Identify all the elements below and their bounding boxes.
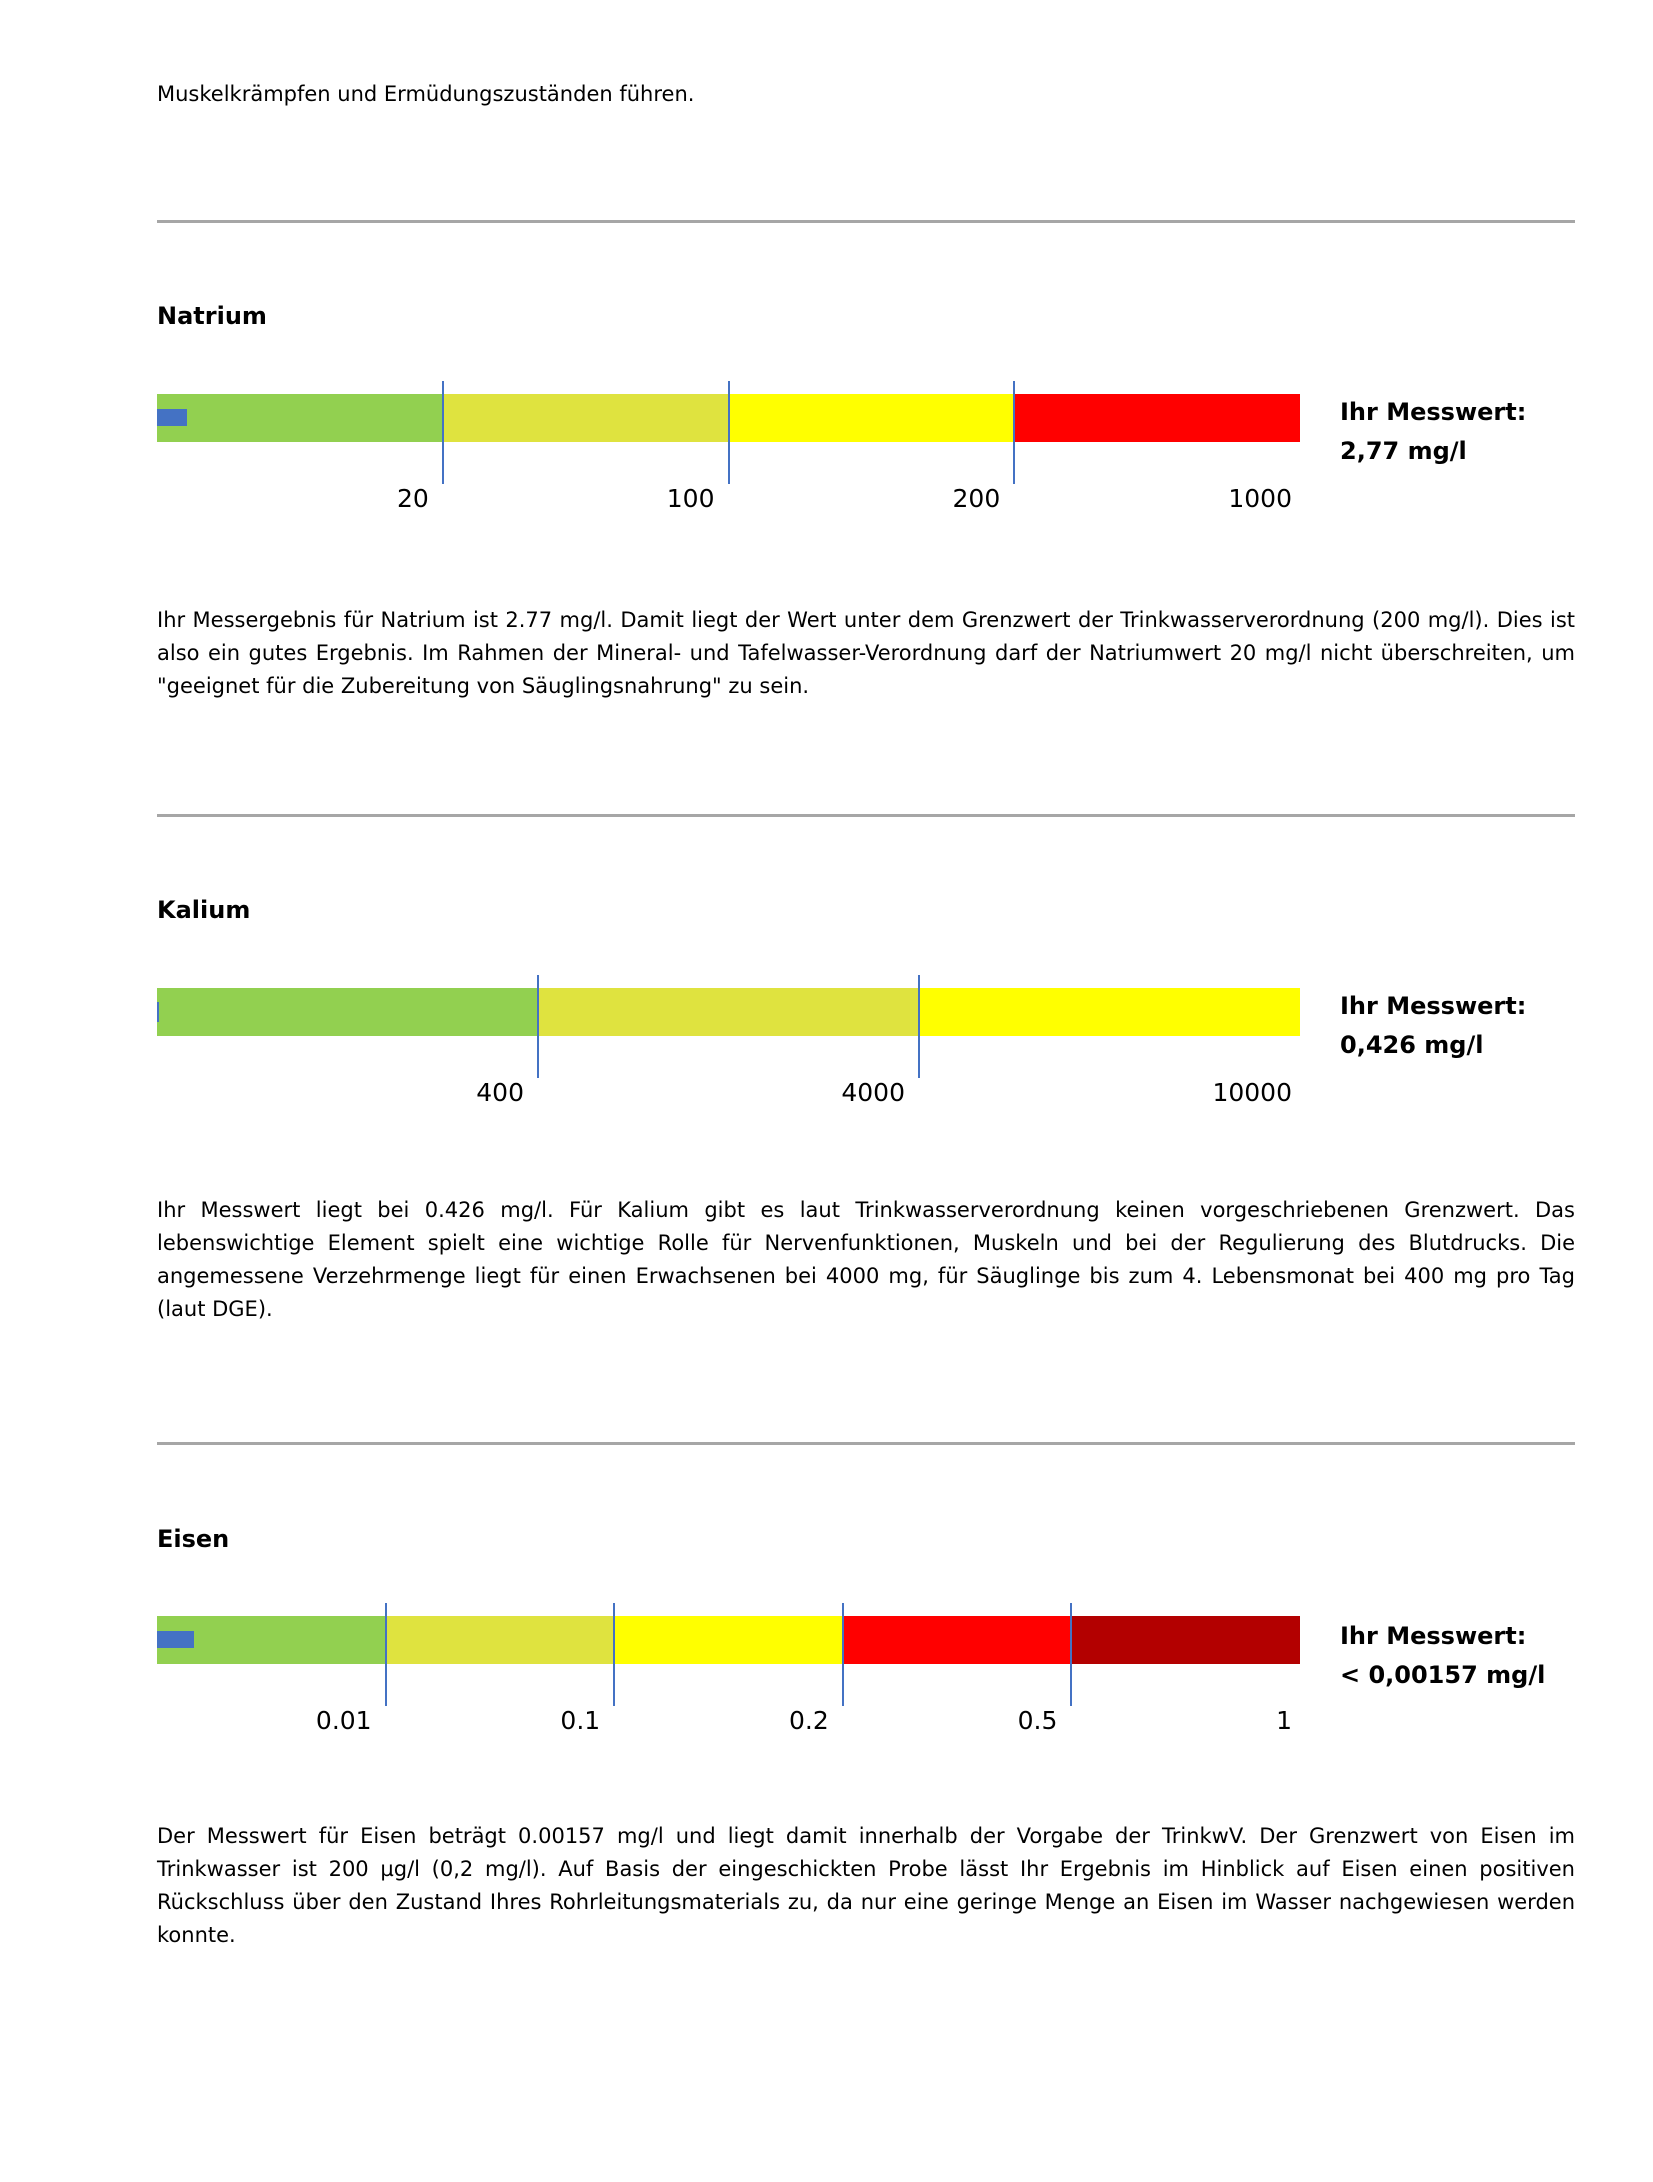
gauge-segment-yellow-green (443, 394, 729, 442)
tick-label: 200 (952, 484, 1001, 513)
section-divider (157, 1442, 1575, 1445)
tick-label: 0.01 (315, 1706, 372, 1735)
gauge-segment-dark-red (1071, 1616, 1300, 1664)
gauge-tick (842, 1603, 844, 1706)
gauge-tick (385, 1603, 387, 1706)
section-paragraph: Ihr Messergebnis für Natrium ist 2.77 mg/l. Damit liegt der Wert unter dem Grenzwert der Trinkwasserverordnung (200 mg/l). Dies ist also ein gutes Ergebnis. Im Rahmen der Mineral- und Tafelwasser-Verordnung darf der Natriumwert 20 mg/l nicht überschreiten, um "geeignet für die Zubereitung von Säuglingsnahrung" zu sein. (157, 608, 1575, 698)
gauge-segment-yellow (614, 1616, 843, 1664)
gauge-segment-yellow (729, 394, 1015, 442)
gauge-bar (157, 988, 1300, 1107)
gauge-tick (728, 381, 730, 484)
measured-value-marker (157, 409, 187, 426)
gauge-segment-yellow-green (538, 988, 919, 1036)
tick-label: 4000 (841, 1078, 905, 1107)
section-paragraph: Der Messwert für Eisen beträgt 0.00157 mg/l und liegt damit innerhalb der Vorgabe der TrinkwV. Der Grenzwert von Eisen im Trinkwasser ist 200 µg/l (0,2 mg/l). Auf Basis der eingeschickten Probe lässt Ihr Ergebnis im Hinblick auf Eisen einen positiven Rückschluss über den Zustand Ihres Rohrleitungsmaterials zu, da nur eine geringe Menge an Eisen im Wasser nachgewiesen werden konnte. (157, 1824, 1575, 1947)
gauge-tick (442, 381, 444, 484)
tick-label: 1 (1276, 1706, 1292, 1735)
tick-label: 400 (476, 1078, 524, 1107)
tick-label: 10000 (1212, 1078, 1292, 1107)
result-label: Ihr Messwert: (1340, 992, 1527, 1020)
result-readout (1340, 1617, 1545, 1695)
intro-text: Muskelkrämpfen und Ermüdungszuständen führen. (157, 82, 695, 106)
result-readout (1340, 987, 1526, 1065)
gauge-segment-green (157, 394, 443, 442)
gauge-tick (918, 975, 920, 1078)
gauge-tick (1013, 381, 1015, 484)
gauge-tick (1070, 1603, 1072, 1706)
result-value: < 0,00157 mg/l (1340, 1661, 1546, 1689)
tick-label: 100 (666, 484, 715, 513)
tick-label: 20 (396, 484, 429, 513)
section-divider (157, 814, 1575, 817)
result-label: Ihr Messwert: (1340, 1622, 1527, 1650)
section-divider (157, 220, 1575, 223)
section-paragraph: Ihr Messwert liegt bei 0.426 mg/l. Für Kalium gibt es laut Trinkwasserverordnung keinen vorgeschriebenen Grenzwert. Das lebenswichtige Element spielt eine wichtige Rolle für Nervenfunktionen, Muskeln und bei der Regulierung des Blutdrucks. Die angemessene Verzehrmenge liegt für einen Erwachsenen bei 4000 mg, für Säuglinge bis zum 4. Lebensmonat bei 400 mg pro Tag (laut DGE). (157, 1198, 1575, 1321)
measured-value-marker (157, 1631, 194, 1648)
result-value: 0,426 mg/l (1340, 1031, 1484, 1059)
result-readout (1340, 393, 1526, 471)
gauge-segment-red (843, 1616, 1072, 1664)
result-value: 2,77 mg/l (1340, 437, 1467, 465)
gauge-tick (613, 1603, 615, 1706)
gauge-bar (157, 1616, 1300, 1735)
tick-label: 0.5 (1017, 1706, 1058, 1735)
tick-label: 0.2 (789, 1706, 829, 1735)
tick-label: 1000 (1228, 484, 1292, 513)
gauge-bar (157, 394, 1300, 513)
tick-label: 0.1 (560, 1706, 601, 1735)
section-title: Kalium (157, 896, 251, 924)
gauge-segment-green (157, 988, 538, 1036)
gauge-segment-yellow (919, 988, 1300, 1036)
measured-value-marker (157, 1002, 159, 1022)
result-label: Ihr Messwert: (1340, 398, 1527, 426)
section-title: Natrium (157, 302, 267, 330)
gauge-segment-red (1014, 394, 1300, 442)
gauge-tick (537, 975, 539, 1078)
section-title: Eisen (157, 1525, 230, 1553)
gauge-segment-yellow-green (386, 1616, 615, 1664)
